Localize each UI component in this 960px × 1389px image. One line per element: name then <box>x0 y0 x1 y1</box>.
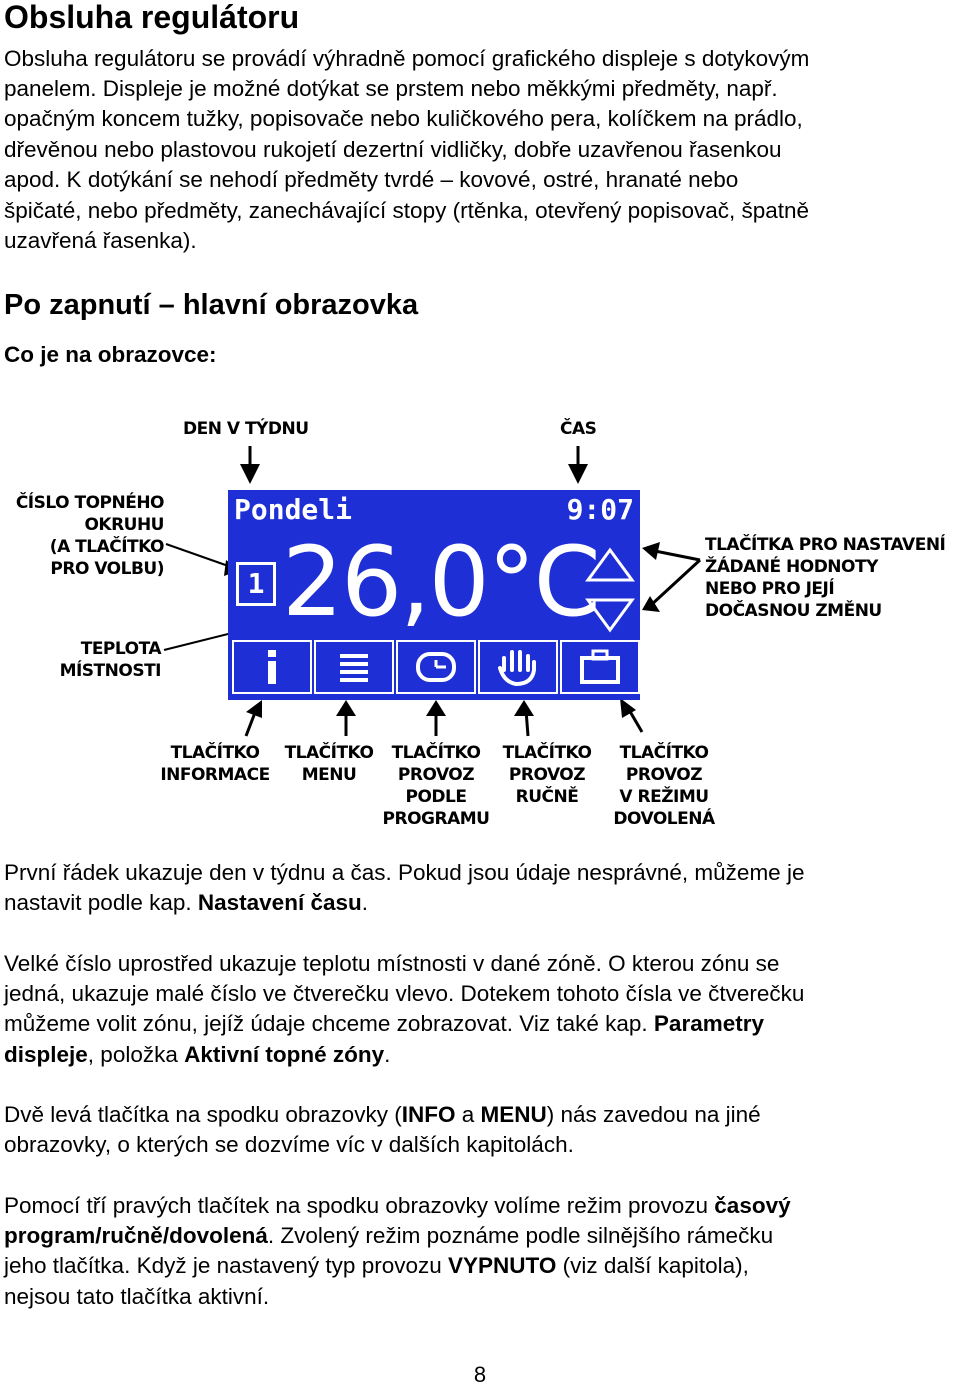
room-temperature: 26,0°C <box>282 526 599 638</box>
page-title: Obsluha regulátoru <box>4 0 300 35</box>
paragraph-line: První řádek ukazuje den v týdnu a čas. Pokud jsou údaje nesprávné, můžeme je <box>4 860 805 885</box>
day-of-week: Pondeli <box>234 493 353 526</box>
decrease-arrow-icon[interactable] <box>584 594 636 634</box>
intro-line: panelem. Displeje je možné dotýkat se prstem nebo měkkými předměty, např. <box>4 76 778 101</box>
paragraph-line: nastavit podle kap. Nastavení času. <box>4 890 368 915</box>
paragraph-line: Velké číslo uprostřed ukazuje teplotu místnosti v dané zóně. O kterou zónu se <box>4 951 780 976</box>
increase-arrow-icon[interactable] <box>584 546 636 586</box>
paragraph-line: můžeme volit zónu, jejíž údaje chceme zobrazovat. Viz také kap. Parametry <box>4 1011 764 1036</box>
holiday-mode-button[interactable] <box>560 640 640 694</box>
paragraph-line: jeho tlačítka. Když je nastavený typ provozu VYPNUTO (viz další kapitola), <box>4 1253 749 1278</box>
paragraph-line: displeje, položka Aktivní topné zóny. <box>4 1042 391 1067</box>
thermostat-screen <box>228 490 640 700</box>
paragraph-line: Pomocí tří pravých tlačítek na spodku obrazovky volíme režim provozu časový <box>4 1193 791 1218</box>
display-diagram <box>0 410 960 840</box>
label-zone: ČÍSLO TOPNÉHO OKRUHU (A TLAČÍTKO PRO VOLBU) <box>15 493 164 579</box>
label-holiday: TLAČÍTKO PROVOZ V REŽIMU DOVOLENÁ <box>613 743 715 829</box>
paragraph-line: obrazovky, o kterých se dozvíme víc v dalších kapitolách. <box>4 1132 574 1157</box>
zone-selector-button[interactable]: 1 <box>236 562 276 606</box>
menu-icon <box>316 642 392 692</box>
manual-mode-button[interactable] <box>478 640 558 694</box>
info-button[interactable] <box>232 640 312 694</box>
intro-line: uzavřená řasenka). <box>4 228 197 253</box>
paragraph-line: jedná, ukazuje malé číslo ve čtverečku vlevo. Dotekem tohoto čísla ve čtverečku <box>4 981 805 1006</box>
intro-line: Obsluha regulátoru se provádí výhradně pomocí grafického displeje s dotykovým <box>4 46 810 71</box>
intro-line: opačným koncem tužky, popisovače nebo kuličkového pera, kolíčkem na prádlo, <box>4 106 803 131</box>
hand-icon <box>480 642 556 692</box>
item-ref: Aktivní topné zóny <box>184 1042 385 1067</box>
program-mode-button[interactable] <box>396 640 476 694</box>
info-icon <box>234 642 310 692</box>
paragraph-line: Dvě levá tlačítka na spodku obrazovky (INFO a MENU) nás zavedou na jiné <box>4 1102 761 1127</box>
label-set-buttons: TLAČÍTKA PRO NASTAVENÍ ŽÁDANÉ HODNOTY NEBO PRO JEJÍ DOČASNOU ZMĚNU <box>705 535 946 621</box>
chapter-ref: displeje <box>4 1042 88 1067</box>
label-info: TLAČÍTKO INFORMACE <box>160 743 270 785</box>
label-time: ČAS <box>560 419 597 439</box>
label-menu: TLAČÍTKO MENU <box>284 743 374 785</box>
paragraph-line: program/ručně/dovolená. Zvolený režim poznáme podle silnějšího rámečku <box>4 1223 774 1248</box>
label-room-temp: TEPLOTA MÍSTNOSTI <box>59 639 161 681</box>
chapter-ref: Nastavení času <box>197 890 362 915</box>
paragraph-line: nejsou tato tlačítka aktivní. <box>4 1284 270 1309</box>
suitcase-icon <box>562 642 638 692</box>
clock-icon <box>398 642 474 692</box>
subheading: Co je na obrazovce: <box>4 342 217 367</box>
section-title: Po zapnutí – hlavní obrazovka <box>4 289 419 321</box>
menu-button[interactable] <box>314 640 394 694</box>
intro-line: apod. K dotýkání se nehodí předměty tvrdé – kovové, ostré, hranaté nebo <box>4 167 739 192</box>
label-day: DEN V TÝDNU <box>183 419 309 439</box>
clock-time: 9:07 <box>566 493 634 526</box>
intro-line: dřevěnou nebo plastovou rukojetí dezertní vidličky, dobře uzavřenou řasenkou <box>4 137 782 162</box>
label-manual: TLAČÍTKO PROVOZ RUČNĚ <box>502 743 592 807</box>
page-number: 8 <box>473 1362 487 1387</box>
bottom-button-row <box>232 640 636 694</box>
intro-line: špičaté, nebo předměty, zanechávající stopy (rtěnka, otevřený popisovač, špatně <box>4 198 810 223</box>
label-program: TLAČÍTKO PROVOZ PODLE PROGRAMU <box>382 743 490 829</box>
chapter-ref: Parametry <box>653 1011 764 1036</box>
